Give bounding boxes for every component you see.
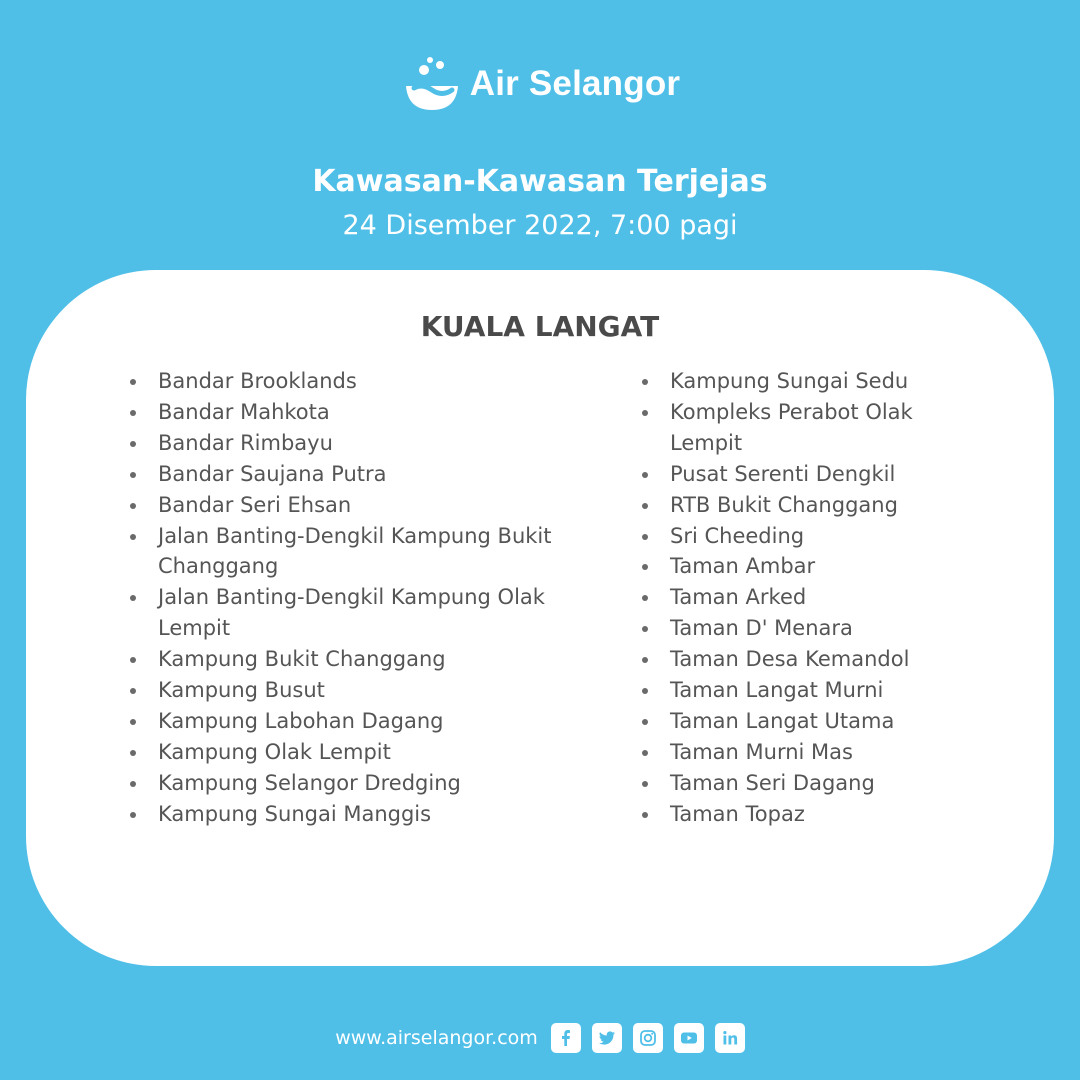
areas-list-right xyxy=(642,366,972,830)
areas-list-left xyxy=(130,366,560,830)
area-list-item: Taman Murni Mas xyxy=(642,737,972,768)
area-list-item: Taman Ambar xyxy=(642,551,972,582)
update-date: 24 Disember 2022, 7:00 pagi xyxy=(342,210,738,241)
air-selangor-drop-logo-icon xyxy=(400,52,464,116)
area-list-item: Taman Topaz xyxy=(642,799,972,830)
area-list-item: Bandar Mahkota xyxy=(130,397,560,428)
footer xyxy=(0,1023,1080,1053)
area-list-item: Kampung Labohan Dagang xyxy=(130,706,560,737)
area-list-item: Jalan Banting-Dengkil Kampung Bukit Changgang xyxy=(130,521,560,583)
area-list-item: Pusat Serenti Dengkil xyxy=(642,459,972,490)
area-list-item: Taman Desa Kemandol xyxy=(642,644,972,675)
area-list-item: Bandar Seri Ehsan xyxy=(130,490,560,521)
area-list-item: Taman Seri Dagang xyxy=(642,768,972,799)
linkedin-icon[interactable] xyxy=(715,1023,745,1053)
twitter-icon[interactable] xyxy=(592,1023,622,1053)
area-list-item: Sri Cheeding xyxy=(642,521,972,552)
area-list-item: Jalan Banting-Dengkil Kampung Olak Lempit xyxy=(130,582,560,644)
area-list-item: Bandar Rimbayu xyxy=(130,428,560,459)
area-list-item: Kampung Bukit Changgang xyxy=(130,644,560,675)
area-list-item: Taman Arked xyxy=(642,582,972,613)
area-list-item: Kompleks Perabot Olak Lempit xyxy=(642,397,972,459)
area-list-item: Bandar Saujana Putra xyxy=(130,459,560,490)
area-list-item: RTB Bukit Changgang xyxy=(642,490,972,521)
area-list-item: Kampung Selangor Dredging xyxy=(130,768,560,799)
area-list-item: Bandar Brooklands xyxy=(130,366,560,397)
area-list-item: Taman D' Menara xyxy=(642,613,972,644)
area-list-item: Taman Langat Murni xyxy=(642,675,972,706)
brand-logo xyxy=(0,52,1080,116)
area-list-item: Taman Langat Utama xyxy=(642,706,972,737)
brand-name: Air Selangor xyxy=(469,64,681,103)
area-list-item: Kampung Sungai Manggis xyxy=(130,799,560,830)
facebook-icon[interactable] xyxy=(551,1023,581,1053)
youtube-icon[interactable] xyxy=(674,1023,704,1053)
instagram-icon[interactable] xyxy=(633,1023,663,1053)
website-link[interactable]: www.airselangor.com xyxy=(335,1027,538,1049)
area-list-item: Kampung Olak Lempit xyxy=(130,737,560,768)
page-title: Kawasan-Kawasan Terjejas xyxy=(312,164,768,199)
region-heading: KUALA LANGAT xyxy=(420,310,660,343)
area-list-item: Kampung Busut xyxy=(130,675,560,706)
affected-areas-card xyxy=(26,270,1054,966)
area-list-item: Kampung Sungai Sedu xyxy=(642,366,972,397)
